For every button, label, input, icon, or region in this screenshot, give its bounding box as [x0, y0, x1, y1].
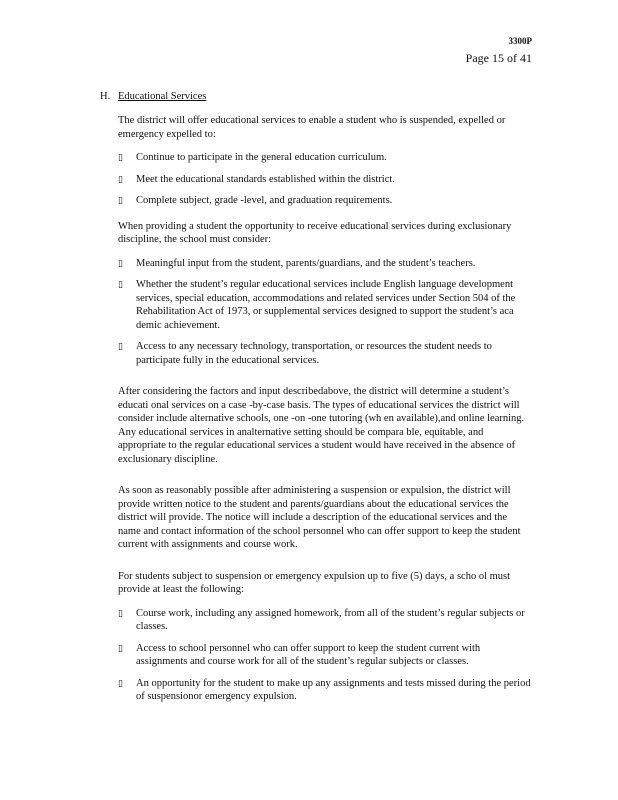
list-item-text: An opportunity for the student to make up any assignments and tests missed during the period of suspensionor emergency expulsion.	[136, 677, 531, 702]
section-heading	[100, 90, 532, 104]
list-item-text: Whether the student’s regular educational services include English language development services, special education, accommodations and related services under Section 504 of the Rehabilitation Act of 1973, or supplemental services designed to support the student’s aca demic achievement.	[136, 279, 516, 331]
considerations-list	[118, 257, 532, 368]
considerations-paragraph: When providing a student the opportunity to receive educational services during exclusionary discipline, the school must consider:	[118, 220, 512, 245]
list-item	[118, 151, 532, 165]
list-item	[118, 257, 532, 271]
section-letter: H.	[100, 91, 111, 102]
document-code: 3300P	[508, 36, 532, 46]
short-suspension-paragraph: For students subject to suspension or emergency expulsion up to five (5) days, a scho ol must provide at least the following:	[118, 570, 511, 595]
list-item-text: Course work, including any assigned homework, from all of the student’s regular subjects or classes.	[136, 607, 525, 632]
bullet-icon: ▯	[118, 341, 123, 351]
bullet-icon: ▯	[118, 607, 123, 618]
list-item	[118, 340, 532, 367]
list-item	[118, 194, 532, 208]
list-item	[118, 607, 532, 634]
list-item-text: Complete subject, grade -level, and graduation requirements.	[136, 195, 393, 206]
bullet-icon: ▯	[118, 257, 123, 268]
minimum-services-list	[118, 607, 532, 704]
list-item	[118, 677, 532, 704]
list-item-text: Meaningful input from the student, parents/guardians, and the student’s teachers.	[136, 257, 476, 269]
list-item-text: Continue to participate in the general education curriculum.	[136, 152, 387, 163]
list-item-text: Meet the educational standards established within the district.	[136, 173, 395, 185]
list-item	[118, 278, 532, 332]
section-title: Educational Services	[118, 91, 207, 102]
services-purpose-list	[118, 151, 532, 208]
document-body	[100, 90, 532, 716]
list-item	[118, 173, 532, 187]
list-item-text: Access to any necessary technology, transportation, or resources the student needs to participate fully in the educational services.	[136, 341, 492, 366]
bullet-icon: ▯	[118, 152, 123, 162]
bullet-icon: ▯	[118, 642, 123, 653]
list-item-text: Access to school personnel who can offer support to keep the student current with assignments and course work for all of the student’s regular subjects or classes.	[136, 642, 481, 667]
intro-paragraph: The district will offer educational services to enable a student who is suspended, expelled or emergency expelled to:	[118, 115, 506, 140]
list-item	[118, 642, 532, 669]
bullet-icon: ▯	[118, 279, 123, 289]
page-number: Page 15 of 41	[465, 51, 532, 65]
bullet-icon: ▯	[118, 173, 123, 184]
bullet-icon: ▯	[118, 195, 123, 205]
bullet-icon: ▯	[118, 677, 123, 688]
determination-paragraph: After considering the factors and input describedabove, the district will determine a student’s educati onal services on a case -by-case basis. The types of educational services the district will consider include alternative schools, one -on -one tutoring (wh en available),and online learning. Any educational services in analternative setting should be compara ble, equitable, and appropriate to the regular educational services a student would have received in the absence of exclusionary discipline.	[118, 386, 525, 465]
notice-paragraph: As soon as reasonably possible after administering a suspension or expulsion, the district will provide written notice to the student and parents/guardians about the educational services the district will provide. The notice will include a description of the educational services and the name and contact information of the school personnel who can offer support to keep the student current with assignments and course work.	[118, 485, 521, 550]
